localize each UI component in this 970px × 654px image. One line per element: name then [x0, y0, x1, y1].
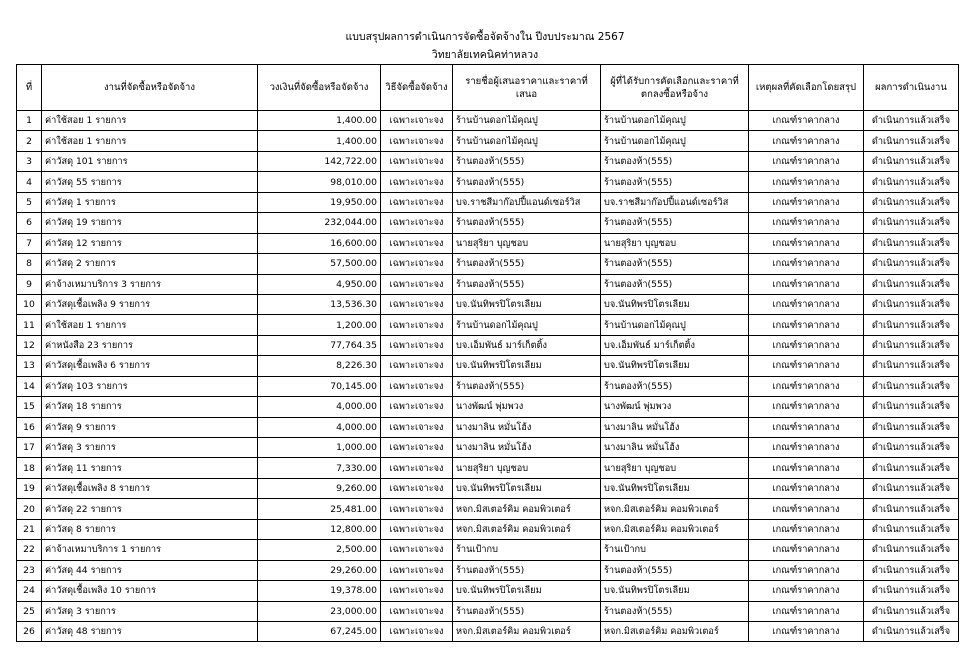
table-row — [17, 540, 959, 560]
procurement-result-cell: ดำเนินการแล้วเสร็จ — [864, 519, 959, 539]
procurement-result-cell: ดำเนินการแล้วเสร็จ — [864, 213, 959, 233]
column-header-no: ที่ — [17, 65, 42, 111]
row-number-cell: 12 — [17, 335, 42, 355]
procurement-method-cell: เฉพาะเจาะจง — [381, 519, 453, 539]
procurement-amount-cell: 16,600.00 — [258, 233, 381, 253]
procurement-amount-cell: 70,145.00 — [258, 376, 381, 396]
procurement-amount-cell: 13,536.30 — [258, 294, 381, 314]
procurement-result-cell: ดำเนินการแล้วเสร็จ — [864, 131, 959, 151]
procurement-summary-table — [16, 64, 959, 642]
table-row — [17, 274, 959, 294]
procurement-item-cell: ค่าใช้สอย 1 รายการ — [42, 131, 258, 151]
selection-reason-cell: เกณฑ์ราคากลาง — [749, 254, 864, 274]
procurement-method-cell: เฉพาะเจาะจง — [381, 356, 453, 376]
procurement-item-cell: ค่าวัสดุ 22 รายการ — [42, 499, 258, 519]
selected-vendor-cell: ร้านตองห้า(555) — [601, 151, 749, 171]
procurement-amount-cell: 98,010.00 — [258, 172, 381, 192]
row-number-cell: 26 — [17, 621, 42, 641]
column-header-amount: วงเงินที่จัดซื้อหรือจัดจ้าง — [258, 65, 381, 111]
row-number-cell: 8 — [17, 254, 42, 274]
table-row — [17, 233, 959, 253]
bidder-name-cell: ร้านตองห้า(555) — [453, 151, 601, 171]
table-row — [17, 478, 959, 498]
procurement-method-cell: เฉพาะเจาะจง — [381, 131, 453, 151]
procurement-result-cell: ดำเนินการแล้วเสร็จ — [864, 233, 959, 253]
row-number-cell: 15 — [17, 397, 42, 417]
bidder-name-cell: ร้านตองห้า(555) — [453, 274, 601, 294]
procurement-result-cell: ดำเนินการแล้วเสร็จ — [864, 376, 959, 396]
selection-reason-cell: เกณฑ์ราคากลาง — [749, 601, 864, 621]
procurement-item-cell: ค่าจ้างเหมาบริการ 3 รายการ — [42, 274, 258, 294]
table-row — [17, 213, 959, 233]
row-number-cell: 3 — [17, 151, 42, 171]
row-number-cell: 11 — [17, 315, 42, 335]
procurement-amount-cell: 1,000.00 — [258, 438, 381, 458]
selection-reason-cell: เกณฑ์ราคากลาง — [749, 519, 864, 539]
row-number-cell: 16 — [17, 417, 42, 437]
selected-vendor-cell: บจ.นันทิพรปิโตรเลียม — [601, 581, 749, 601]
selection-reason-cell: เกณฑ์ราคากลาง — [749, 417, 864, 437]
procurement-method-cell: เฉพาะเจาะจง — [381, 581, 453, 601]
procurement-item-cell: ค่าวัสดุเชื้อเพลิง 8 รายการ — [42, 478, 258, 498]
procurement-item-cell: ค่าวัสดุ 101 รายการ — [42, 151, 258, 171]
procurement-item-cell: ค่าวัสดุ 48 รายการ — [42, 621, 258, 641]
row-number-cell: 17 — [17, 438, 42, 458]
row-number-cell: 19 — [17, 478, 42, 498]
procurement-method-cell: เฉพาะเจาะจง — [381, 417, 453, 437]
selection-reason-cell: เกณฑ์ราคากลาง — [749, 540, 864, 560]
selection-reason-cell: เกณฑ์ราคากลาง — [749, 376, 864, 396]
selection-reason-cell: เกณฑ์ราคากลาง — [749, 560, 864, 580]
procurement-item-cell: ค่าวัสดุ 12 รายการ — [42, 233, 258, 253]
procurement-item-cell: ค่าวัสดุ 8 รายการ — [42, 519, 258, 539]
procurement-result-cell: ดำเนินการแล้วเสร็จ — [864, 458, 959, 478]
bidder-name-cell: บจ.นันทิพรปิโตรเลียม — [453, 356, 601, 376]
row-number-cell: 4 — [17, 172, 42, 192]
bidder-name-cell: หจก.มิสเตอร์คิม คอมพิวเตอร์ — [453, 519, 601, 539]
bidder-name-cell: ร้านตองห้า(555) — [453, 601, 601, 621]
row-number-cell: 14 — [17, 376, 42, 396]
procurement-amount-cell: 142,722.00 — [258, 151, 381, 171]
procurement-amount-cell: 2,500.00 — [258, 540, 381, 560]
procurement-method-cell: เฉพาะเจาะจง — [381, 111, 453, 131]
selected-vendor-cell: ร้านตองห้า(555) — [601, 172, 749, 192]
procurement-method-cell: เฉพาะเจาะจง — [381, 376, 453, 396]
document-title: แบบสรุปผลการดำเนินการจัดซื้อจัดจ้างใน ปีงบประมาณ 2567 — [345, 31, 625, 43]
table-row — [17, 397, 959, 417]
bidder-name-cell: ร้านตองห้า(555) — [453, 376, 601, 396]
procurement-amount-cell: 19,378.00 — [258, 581, 381, 601]
document-subtitle: วิทยาลัยเทคนิคท่าหลวง — [431, 49, 539, 61]
procurement-item-cell: ค่าวัสดุ 11 รายการ — [42, 458, 258, 478]
procurement-item-cell: ค่าวัสดุ 3 รายการ — [42, 438, 258, 458]
row-number-cell: 6 — [17, 213, 42, 233]
column-header-item: งานที่จัดซื้อหรือจัดจ้าง — [42, 65, 258, 111]
procurement-method-cell: เฉพาะเจาะจง — [381, 499, 453, 519]
procurement-amount-cell: 1,400.00 — [258, 131, 381, 151]
selected-vendor-cell: ร้านบ้านดอกไม้คุณปู — [601, 131, 749, 151]
row-number-cell: 2 — [17, 131, 42, 151]
procurement-amount-cell: 57,500.00 — [258, 254, 381, 274]
selected-vendor-cell: นางมาลิน หมั่นโฮ้ง — [601, 438, 749, 458]
procurement-item-cell: ค่าวัสดุ 44 รายการ — [42, 560, 258, 580]
row-number-cell: 1 — [17, 111, 42, 131]
selection-reason-cell: เกณฑ์ราคากลาง — [749, 478, 864, 498]
procurement-item-cell: ค่าจ้างเหมาบริการ 1 รายการ — [42, 540, 258, 560]
row-number-cell: 13 — [17, 356, 42, 376]
procurement-result-cell: ดำเนินการแล้วเสร็จ — [864, 499, 959, 519]
selection-reason-cell: เกณฑ์ราคากลาง — [749, 397, 864, 417]
procurement-result-cell: ดำเนินการแล้วเสร็จ — [864, 540, 959, 560]
procurement-item-cell: ค่าวัสดุ 55 รายการ — [42, 172, 258, 192]
procurement-method-cell: เฉพาะเจาะจง — [381, 397, 453, 417]
procurement-method-cell: เฉพาะเจาะจง — [381, 274, 453, 294]
procurement-result-cell: ดำเนินการแล้วเสร็จ — [864, 397, 959, 417]
procurement-amount-cell: 8,226.30 — [258, 356, 381, 376]
table-row — [17, 499, 959, 519]
selected-vendor-cell: ร้านเป้ากบ — [601, 540, 749, 560]
procurement-method-cell: เฉพาะเจาะจง — [381, 294, 453, 314]
procurement-amount-cell: 232,044.00 — [258, 213, 381, 233]
table-row — [17, 581, 959, 601]
column-header-reason: เหตุผลที่คัดเลือกโดยสรุป — [749, 65, 864, 111]
procurement-result-cell: ดำเนินการแล้วเสร็จ — [864, 621, 959, 641]
bidder-name-cell: บจ.เอ็มพันธ์ มาร์เก็ตติ้ง — [453, 335, 601, 355]
selection-reason-cell: เกณฑ์ราคากลาง — [749, 294, 864, 314]
table-row — [17, 335, 959, 355]
selection-reason-cell: เกณฑ์ราคากลาง — [749, 172, 864, 192]
selected-vendor-cell: นายสุริยา บุญชอบ — [601, 458, 749, 478]
selected-vendor-cell: หจก.มิสเตอร์คิม คอมพิวเตอร์ — [601, 519, 749, 539]
table-row — [17, 192, 959, 212]
row-number-cell: 25 — [17, 601, 42, 621]
procurement-result-cell: ดำเนินการแล้วเสร็จ — [864, 581, 959, 601]
procurement-method-cell: เฉพาะเจาะจง — [381, 151, 453, 171]
table-body — [17, 111, 959, 642]
row-number-cell: 24 — [17, 581, 42, 601]
procurement-amount-cell: 4,000.00 — [258, 397, 381, 417]
row-number-cell: 20 — [17, 499, 42, 519]
procurement-method-cell: เฉพาะเจาะจง — [381, 233, 453, 253]
procurement-result-cell: ดำเนินการแล้วเสร็จ — [864, 356, 959, 376]
selection-reason-cell: เกณฑ์ราคากลาง — [749, 621, 864, 641]
selected-vendor-cell: บจ.ราชสีมาก๊อปปี้แอนด์เซอร์วิส — [601, 192, 749, 212]
selected-vendor-cell: บจ.นันทิพรปิโตรเลียม — [601, 356, 749, 376]
selected-vendor-cell: บจ.นันทิพรปิโตรเลียม — [601, 294, 749, 314]
selected-vendor-cell: บจ.นันทิพรปิโตรเลียม — [601, 478, 749, 498]
procurement-result-cell: ดำเนินการแล้วเสร็จ — [864, 254, 959, 274]
procurement-item-cell: ค่าวัสดุ 2 รายการ — [42, 254, 258, 274]
procurement-result-cell: ดำเนินการแล้วเสร็จ — [864, 478, 959, 498]
procurement-amount-cell: 25,481.00 — [258, 499, 381, 519]
table-row — [17, 458, 959, 478]
bidder-name-cell: บจ.นันทิพรปิโตรเลียม — [453, 581, 601, 601]
table-row — [17, 294, 959, 314]
row-number-cell: 23 — [17, 560, 42, 580]
row-number-cell: 7 — [17, 233, 42, 253]
bidder-name-cell: บจ.นันทิพรปิโตรเลียม — [453, 294, 601, 314]
procurement-result-cell: ดำเนินการแล้วเสร็จ — [864, 111, 959, 131]
bidder-name-cell: นายสุริยา บุญชอบ — [453, 458, 601, 478]
procurement-method-cell: เฉพาะเจาะจง — [381, 560, 453, 580]
procurement-item-cell: ค่าวัสดุเชื้อเพลิง 10 รายการ — [42, 581, 258, 601]
selection-reason-cell: เกณฑ์ราคากลาง — [749, 213, 864, 233]
selected-vendor-cell: บจ.เอ็มพันธ์ มาร์เก็ตติ้ง — [601, 335, 749, 355]
procurement-item-cell: ค่าวัสดุเชื้อเพลิง 9 รายการ — [42, 294, 258, 314]
procurement-result-cell: ดำเนินการแล้วเสร็จ — [864, 192, 959, 212]
table-row — [17, 172, 959, 192]
procurement-item-cell: ค่าวัสดุ 18 รายการ — [42, 397, 258, 417]
selection-reason-cell: เกณฑ์ราคากลาง — [749, 111, 864, 131]
column-header-result: ผลการดำเนินงาน — [864, 65, 959, 111]
procurement-amount-cell: 7,330.00 — [258, 458, 381, 478]
selected-vendor-cell: ร้านบ้านดอกไม้คุณปู — [601, 315, 749, 335]
table-row — [17, 111, 959, 131]
table-row — [17, 151, 959, 171]
bidder-name-cell: นางมาลิน หมั่นโฮ้ง — [453, 417, 601, 437]
table-row — [17, 560, 959, 580]
bidder-name-cell: บจ.ราชสีมาก๊อปปี้แอนด์เซอร์วิส — [453, 192, 601, 212]
procurement-amount-cell: 29,260.00 — [258, 560, 381, 580]
procurement-result-cell: ดำเนินการแล้วเสร็จ — [864, 315, 959, 335]
selected-vendor-cell: ร้านตองห้า(555) — [601, 601, 749, 621]
selection-reason-cell: เกณฑ์ราคากลาง — [749, 131, 864, 151]
table-header-row — [17, 65, 959, 111]
procurement-item-cell: ค่าวัสดุ 9 รายการ — [42, 417, 258, 437]
row-number-cell: 22 — [17, 540, 42, 560]
selection-reason-cell: เกณฑ์ราคากลาง — [749, 274, 864, 294]
selection-reason-cell: เกณฑ์ราคากลาง — [749, 192, 864, 212]
selected-vendor-cell: ร้านตองห้า(555) — [601, 560, 749, 580]
procurement-item-cell: ค่าใช้สอย 1 รายการ — [42, 111, 258, 131]
selected-vendor-cell: ร้านบ้านดอกไม้คุณปู — [601, 111, 749, 131]
bidder-name-cell: นายสุริยา บุญชอบ — [453, 233, 601, 253]
procurement-item-cell: ค่าวัสดุ 103 รายการ — [42, 376, 258, 396]
procurement-result-cell: ดำเนินการแล้วเสร็จ — [864, 172, 959, 192]
bidder-name-cell: ร้านเป้ากบ — [453, 540, 601, 560]
procurement-amount-cell: 23,000.00 — [258, 601, 381, 621]
procurement-amount-cell: 1,200.00 — [258, 315, 381, 335]
table-row — [17, 621, 959, 641]
bidder-name-cell: ร้านตองห้า(555) — [453, 213, 601, 233]
selected-vendor-cell: ร้านตองห้า(555) — [601, 254, 749, 274]
bidder-name-cell: หจก.มิสเตอร์คิม คอมพิวเตอร์ — [453, 499, 601, 519]
table-row — [17, 417, 959, 437]
bidder-name-cell: ร้านบ้านดอกไม้คุณปู — [453, 131, 601, 151]
selection-reason-cell: เกณฑ์ราคากลาง — [749, 151, 864, 171]
procurement-item-cell: ค่าใช้สอย 1 รายการ — [42, 315, 258, 335]
table-row — [17, 356, 959, 376]
table-row — [17, 254, 959, 274]
table-row — [17, 438, 959, 458]
selection-reason-cell: เกณฑ์ราคากลาง — [749, 499, 864, 519]
selection-reason-cell: เกณฑ์ราคากลาง — [749, 335, 864, 355]
table-row — [17, 601, 959, 621]
procurement-method-cell: เฉพาะเจาะจง — [381, 458, 453, 478]
bidder-name-cell: ร้านบ้านดอกไม้คุณปู — [453, 111, 601, 131]
table-row — [17, 315, 959, 335]
procurement-amount-cell: 1,400.00 — [258, 111, 381, 131]
bidder-name-cell: ร้านตองห้า(555) — [453, 560, 601, 580]
procurement-method-cell: เฉพาะเจาะจง — [381, 315, 453, 335]
selected-vendor-cell: นายสุริยา บุญชอบ — [601, 233, 749, 253]
column-header-winner: ผู้ที่ได้รับการคัดเลือกและราคาที่ตกลงซื้อหรือจ้าง — [601, 65, 749, 111]
procurement-item-cell: ค่าวัสดุ 19 รายการ — [42, 213, 258, 233]
procurement-result-cell: ดำเนินการแล้วเสร็จ — [864, 417, 959, 437]
procurement-item-cell: ค่าวัสดุ 3 รายการ — [42, 601, 258, 621]
row-number-cell: 18 — [17, 458, 42, 478]
selected-vendor-cell: ร้านตองห้า(555) — [601, 376, 749, 396]
bidder-name-cell: หจก.มิสเตอร์คิม คอมพิวเตอร์ — [453, 621, 601, 641]
row-number-cell: 5 — [17, 192, 42, 212]
procurement-amount-cell: 4,000.00 — [258, 417, 381, 437]
table-row — [17, 519, 959, 539]
bidder-name-cell: ร้านตองห้า(555) — [453, 172, 601, 192]
selection-reason-cell: เกณฑ์ราคากลาง — [749, 458, 864, 478]
procurement-result-cell: ดำเนินการแล้วเสร็จ — [864, 294, 959, 314]
selected-vendor-cell: ร้านตองห้า(555) — [601, 213, 749, 233]
procurement-method-cell: เฉพาะเจาะจง — [381, 192, 453, 212]
table-row — [17, 131, 959, 151]
bidder-name-cell: บจ.นันทิพรปิโตรเลียม — [453, 478, 601, 498]
row-number-cell: 10 — [17, 294, 42, 314]
procurement-amount-cell: 77,764.35 — [258, 335, 381, 355]
bidder-name-cell: ร้านตองห้า(555) — [453, 254, 601, 274]
bidder-name-cell: ร้านบ้านดอกไม้คุณปู — [453, 315, 601, 335]
selection-reason-cell: เกณฑ์ราคากลาง — [749, 581, 864, 601]
selected-vendor-cell: หจก.มิสเตอร์คิม คอมพิวเตอร์ — [601, 499, 749, 519]
selection-reason-cell: เกณฑ์ราคากลาง — [749, 356, 864, 376]
procurement-result-cell: ดำเนินการแล้วเสร็จ — [864, 560, 959, 580]
selected-vendor-cell: ร้านตองห้า(555) — [601, 274, 749, 294]
table-row — [17, 376, 959, 396]
procurement-result-cell: ดำเนินการแล้วเสร็จ — [864, 151, 959, 171]
selection-reason-cell: เกณฑ์ราคากลาง — [749, 315, 864, 335]
procurement-amount-cell: 12,800.00 — [258, 519, 381, 539]
selected-vendor-cell: นางพัฒน์ พุ่มพวง — [601, 397, 749, 417]
procurement-method-cell: เฉพาะเจาะจง — [381, 254, 453, 274]
procurement-result-cell: ดำเนินการแล้วเสร็จ — [864, 274, 959, 294]
procurement-amount-cell: 4,950.00 — [258, 274, 381, 294]
bidder-name-cell: นางพัฒน์ พุ่มพวง — [453, 397, 601, 417]
procurement-result-cell: ดำเนินการแล้วเสร็จ — [864, 601, 959, 621]
procurement-method-cell: เฉพาะเจาะจง — [381, 601, 453, 621]
procurement-result-cell: ดำเนินการแล้วเสร็จ — [864, 335, 959, 355]
selection-reason-cell: เกณฑ์ราคากลาง — [749, 438, 864, 458]
procurement-item-cell: ค่าวัสดุ 1 รายการ — [42, 192, 258, 212]
procurement-amount-cell: 19,950.00 — [258, 192, 381, 212]
procurement-method-cell: เฉพาะเจาะจง — [381, 621, 453, 641]
procurement-result-cell: ดำเนินการแล้วเสร็จ — [864, 438, 959, 458]
procurement-method-cell: เฉพาะเจาะจง — [381, 478, 453, 498]
procurement-item-cell: ค่าวัสดุเชื้อเพลิง 6 รายการ — [42, 356, 258, 376]
procurement-method-cell: เฉพาะเจาะจง — [381, 172, 453, 192]
row-number-cell: 9 — [17, 274, 42, 294]
procurement-amount-cell: 9,260.00 — [258, 478, 381, 498]
column-header-method: วิธีจัดซื้อจัดจ้าง — [381, 65, 453, 111]
procurement-method-cell: เฉพาะเจาะจง — [381, 438, 453, 458]
column-header-offer: รายชื่อผู้เสนอราคาและราคาที่เสนอ — [453, 65, 601, 111]
procurement-method-cell: เฉพาะเจาะจง — [381, 540, 453, 560]
procurement-item-cell: ค่าหนังสือ 23 รายการ — [42, 335, 258, 355]
bidder-name-cell: นางมาลิน หมั่นโฮ้ง — [453, 438, 601, 458]
selection-reason-cell: เกณฑ์ราคากลาง — [749, 233, 864, 253]
row-number-cell: 21 — [17, 519, 42, 539]
selected-vendor-cell: นางมาลิน หมั่นโฮ้ง — [601, 417, 749, 437]
procurement-method-cell: เฉพาะเจาะจง — [381, 335, 453, 355]
procurement-method-cell: เฉพาะเจาะจง — [381, 213, 453, 233]
selected-vendor-cell: หจก.มิสเตอร์คิม คอมพิวเตอร์ — [601, 621, 749, 641]
procurement-amount-cell: 67,245.00 — [258, 621, 381, 641]
